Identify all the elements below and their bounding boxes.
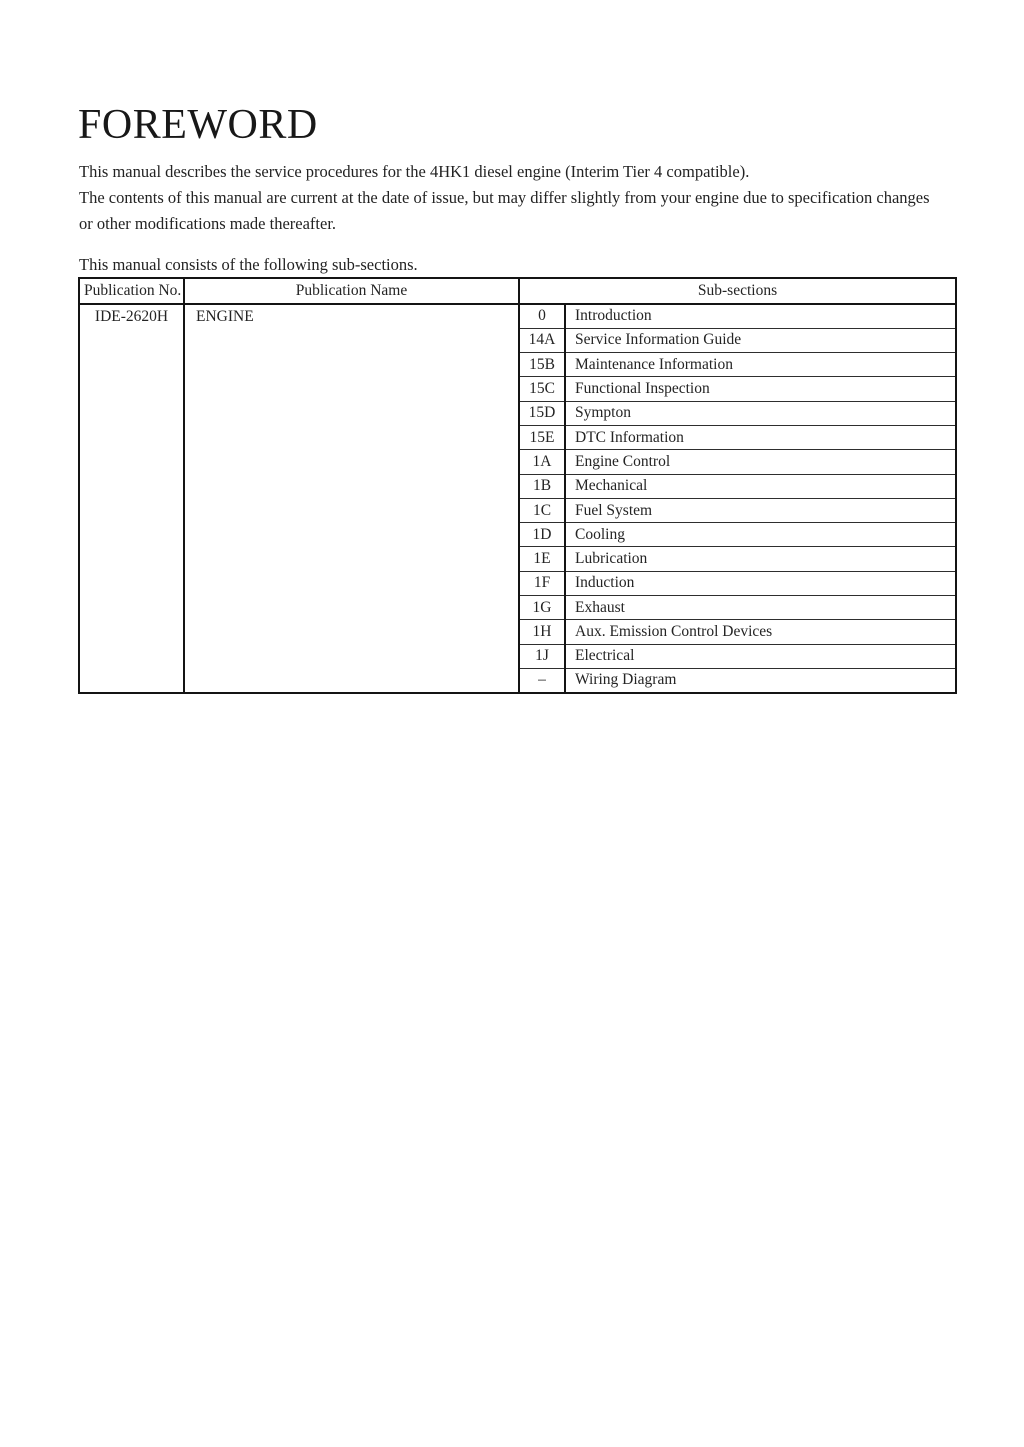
- subsection-name-cell: Aux. Emission Control Devices: [565, 620, 956, 644]
- subsection-code-cell: 1H: [519, 620, 565, 644]
- subsection-code-cell: 1B: [519, 474, 565, 498]
- subsection-name-cell: Introduction: [565, 304, 956, 328]
- subsection-code-cell: 1D: [519, 523, 565, 547]
- publication-name-cell: ENGINE: [184, 304, 519, 693]
- header-sub-sections: Sub-sections: [519, 278, 956, 304]
- subsection-name-cell: Service Information Guide: [565, 328, 956, 352]
- subsection-code-cell: 1E: [519, 547, 565, 571]
- subsection-name-cell: Maintenance Information: [565, 353, 956, 377]
- subsection-name-cell: Cooling: [565, 523, 956, 547]
- subsection-code-cell: 1A: [519, 450, 565, 474]
- subsection-name-cell: Wiring Diagram: [565, 668, 956, 692]
- subsection-code-cell: 1G: [519, 596, 565, 620]
- subsection-name-cell: Mechanical: [565, 474, 956, 498]
- subsection-code-cell: 14A: [519, 328, 565, 352]
- subsection-name-cell: Lubrication: [565, 547, 956, 571]
- publication-no-cell: IDE-2620H: [79, 304, 184, 693]
- page-title: FOREWORD: [78, 102, 318, 148]
- subsection-code-cell: 15D: [519, 401, 565, 425]
- subsection-name-cell: Electrical: [565, 644, 956, 668]
- subsection-code-cell: 15E: [519, 425, 565, 449]
- subsection-code-cell: 1J: [519, 644, 565, 668]
- subsection-row: [79, 304, 956, 328]
- paragraph-line: This manual describes the service procedures for the 4HK1 diesel engine (Interim Tier 4 compatible).: [79, 162, 750, 181]
- subsection-name-cell: Functional Inspection: [565, 377, 956, 401]
- subsection-code-cell: 15B: [519, 353, 565, 377]
- subsection-name-cell: DTC Information: [565, 425, 956, 449]
- subsection-name-cell: Sympton: [565, 401, 956, 425]
- paragraph-line: or other modifications made thereafter.: [79, 214, 337, 233]
- header-publication-name: Publication Name: [184, 278, 519, 304]
- subsection-name-cell: Exhaust: [565, 596, 956, 620]
- paragraph-line: The contents of this manual are current at the date of issue, but may differ slightly from your engine due to specification changes: [79, 188, 930, 207]
- subsection-name-cell: Engine Control: [565, 450, 956, 474]
- subsection-name-cell: Fuel System: [565, 498, 956, 522]
- subsection-code-cell: –: [519, 668, 565, 692]
- table-intro-text: This manual consists of the following sub-sections.: [79, 255, 418, 274]
- publications-table: [78, 277, 957, 694]
- subsection-code-cell: 1F: [519, 571, 565, 595]
- subsection-code-cell: 15C: [519, 377, 565, 401]
- intro-paragraphs: [79, 159, 930, 237]
- table-header-row: [79, 278, 956, 304]
- subsection-code-cell: 1C: [519, 498, 565, 522]
- subsection-code-cell: 0: [519, 304, 565, 328]
- subsection-name-cell: Induction: [565, 571, 956, 595]
- header-publication-no: Publication No.: [79, 278, 184, 304]
